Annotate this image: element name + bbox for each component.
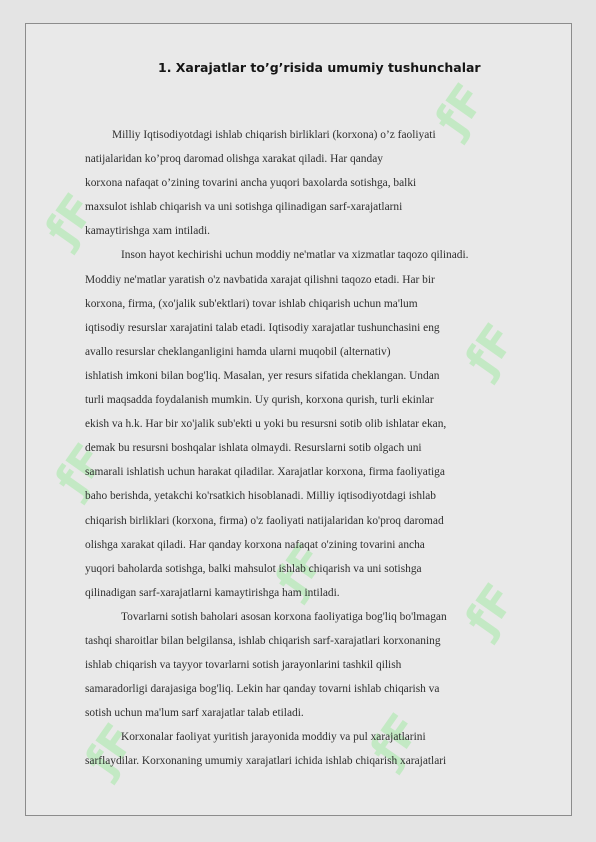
text-line: samarali ishlatish uchun harakat qiladilar. Xarajatlar korxona, firma faoliyatiga — [85, 466, 445, 479]
text-line: ishlatish imkoni bilan bog'liq. Masalan, yer resurs sifatida cheklangan. Undan — [85, 369, 440, 382]
watermark: ƒF — [455, 314, 526, 385]
text-line: baho berishda, yetakchi ko'rsatkich hisoblanadi. Milliy iqtisodiyotdagi ishlab — [85, 490, 436, 503]
text-line: Tovarlarni sotish baholari asosan korxona faoliyatiga bog'liq bo'lmagan — [121, 610, 447, 623]
watermark: ƒF — [75, 714, 146, 785]
watermark: ƒF — [45, 434, 116, 505]
text-line: olishga xarakat qiladi. Har qanday korxona nafaqat o'zining tovarini ancha — [85, 538, 425, 551]
text-line: sarflaydilar. Korxonaning umumiy xarajatlari ichida ishlab chiqarish xarajatlari — [85, 755, 447, 768]
text-line: iqtisodiy resurslar xarajatini talab etadi. Iqtisodiy xarajatlar tushunchasini eng — [85, 321, 440, 334]
text-line: Moddiy ne'matlar yaratish o'z navbatida xarajat qilishni taqozo etadi. Har bir — [85, 273, 435, 286]
text-line: tashqi sharoitlar bilan belgilansa, ishlab chiqarish sarf-xarajatlari korxonaning — [85, 634, 441, 647]
text-line: korxona nafaqat o’zining tovarini ancha yuqori baxolarda sotishga, balki — [85, 177, 417, 190]
text-line: chiqarish birliklari (korxona, firma) o'z faoliyati natijalaridan ko'proq daromad — [85, 514, 444, 527]
text-line: maxsulot ishlab chiqarish va uni sotishga qilinadigan sarf-xarajatlarni — [85, 201, 403, 214]
watermark: ƒF — [360, 704, 431, 775]
document-body — [85, 123, 555, 774]
watermark: ƒF — [35, 184, 106, 255]
text-line: Inson hayot kechirishi uchun moddiy ne'matlar va xizmatlar taqozo qilinadi. — [121, 249, 469, 262]
text-line: avallo resurslar cheklanganligini hamda ularni muqobil (alternativ) — [85, 345, 391, 358]
text-line: turli maqsadda foydalanish mumkin. Uy qurish, korxona qurish, turli ekinlar — [85, 394, 434, 407]
text-line: ekish va h.k. Har bir xo'jalik sub'ekti u yoki bu resursni sotib olib ishlatar ekan, — [85, 418, 447, 431]
watermark: ƒF — [265, 534, 336, 605]
text-line: qilinadigan sarf-xarajatlarni kamaytirishga ham intiladi. — [85, 586, 340, 599]
text-line: sotish uchun ma'lum sarf xarajatlar talab etiladi. — [85, 707, 304, 720]
text-line: Milliy Iqtisodiyotdagi ishlab chiqarish birliklari (korxona) o’z faoliyati — [112, 129, 436, 141]
watermark: ƒF — [425, 74, 496, 145]
text-line: korxona, firma, (xo'jalik sub'ektlari) tovar ishlab chiqarish uchun ma'lum — [85, 297, 418, 310]
text-line: samaradorligi darajasiga bog'liq. Lekin har qanday tovarni ishlab chiqarish va — [85, 683, 440, 696]
text-line: natijalaridan ko’proq daromad olishga xarakat qiladi. Har qanday — [85, 153, 383, 166]
document-page — [25, 23, 572, 816]
section-title: 1. Xarajatlar to’g’risida umumiy tushunchalar — [158, 60, 481, 75]
text-line: yuqori baholarda sotishga, balki mahsulot ishlab chiqarish va uni sotishga — [85, 562, 422, 575]
watermark: ƒF — [455, 574, 526, 645]
text-line: kamaytirishga xam intiladi. — [85, 225, 210, 238]
text-line: demak bu resursni boshqalar ishlata olmaydi. Resurslarni sotib olgach uni — [85, 442, 422, 455]
text-line: Korxonalar faoliyat yuritish jarayonida moddiy va pul xarajatlarini — [121, 731, 426, 744]
text-line: ishlab chiqarish va tayyor tovarlarni sotish jarayonlarini tashkil qilish — [85, 659, 402, 672]
